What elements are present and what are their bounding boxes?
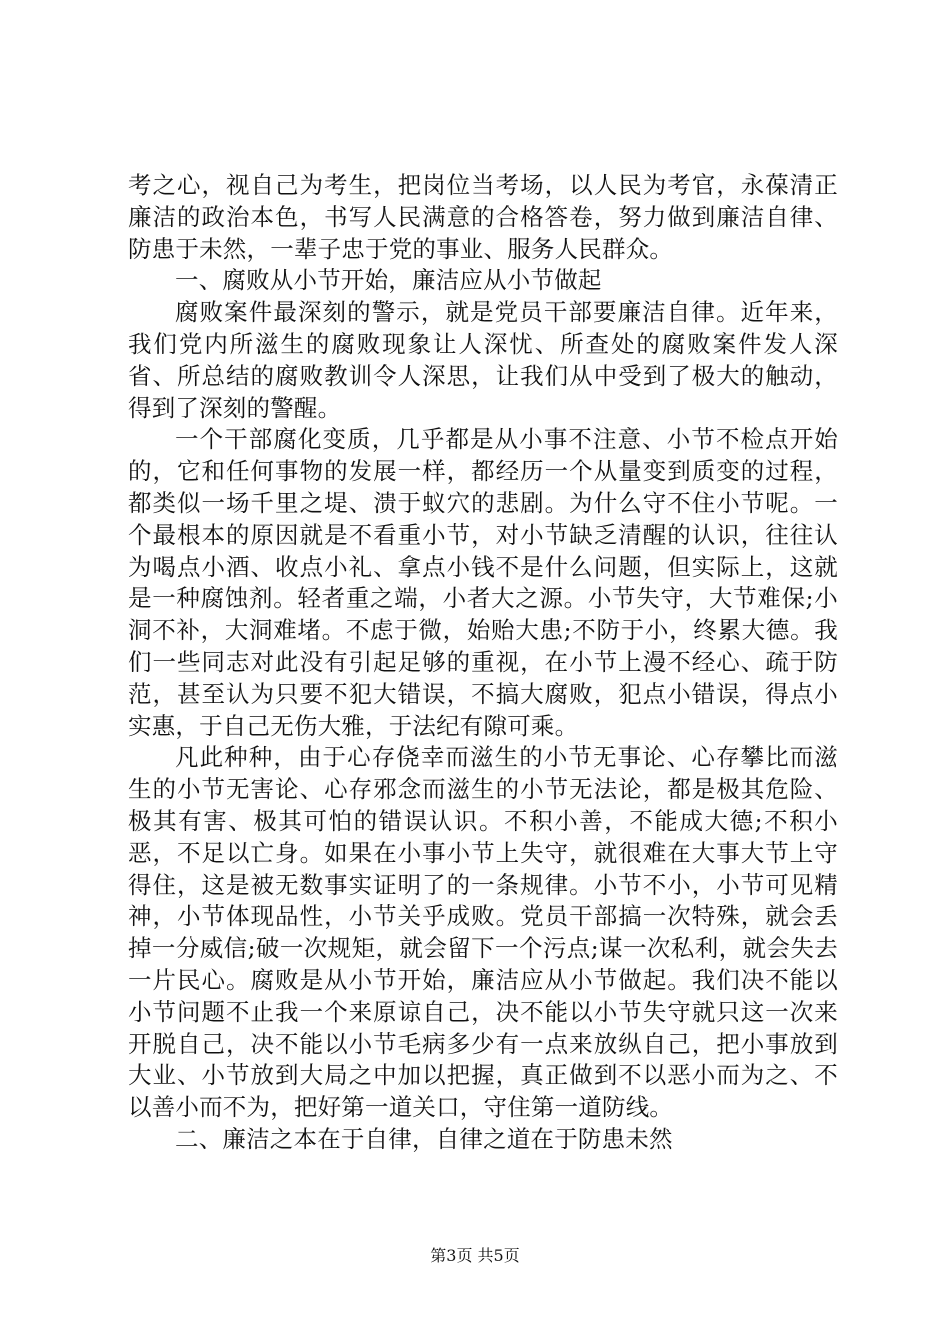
page-number-footer: 第3页 共5页 xyxy=(430,1246,520,1265)
paragraph: 一个干部腐化变质，几乎都是从小事不注意、小节不检点开始的，它和任何事物的发展一样，都经历一个从量变到质变的过程，都类似一场千里之堤、溃于蚁穴的悲剧。为什么守不住小节呢。一个最根本的原因就是不看重小节，对小节缺乏清醒的认识，往往认为喝点小酒、收点小礼、拿点小钱不是什么问题，但实际上，这就是一种腐蚀剂。轻者重之端，小者大之源。小节失守，大节难保;小洞不补，大洞难堵。不虑于微，始贻大患;不防于小，终累大德。我们一些同志对此没有引起足够的重视，在小节上漫不经心、疏于防范，甚至认为只要不犯大错误，不搞大腐败，犯点小错误，得点小实惠，于自己无伤大雅，于法纪有隙可乘。 xyxy=(128,425,838,740)
paragraph: 凡此种种，由于心存侥幸而滋生的小节无事论、心存攀比而滋生的小节无害论、心存邪念而滋生的小节无法论，都是极其危险、极其有害、极其可怕的错误认识。不积小善，不能成大德;不积小恶，不足以亡身。如果在小事小节上失守，就很难在大事大节上守得住，这是被无数事实证明了的一条规律。小节不小，小节可见精神，小节体现品性，小节关乎成败。党员干部搞一次特殊，就会丢掉一分威信;破一次规矩，就会留下一个污点;谋一次私利，就会失去一片民心。腐败是从小节开始，廉洁应从小节做起。我们决不能以小节问题不止我一个来原谅自己，决不能以小节失守就只这一次来开脱自己，决不能以小节毛病多少有一点来放纵自己，把小事放到大业、小节放到大局之中加以把握，真正做到不以恶小而为之、不以善小而不为，把好第一道关口，守住第一道防线。 xyxy=(128,743,838,1122)
section-heading-2: 二、廉洁之本在于自律，自律之道在于防患未然 xyxy=(175,1124,673,1153)
paragraph: 腐败案件最深刻的警示，就是党员干部要廉洁自律。近年来，我们党内所滋生的腐败现象让人深忧、所查处的腐败案件发人深省、所总结的腐败教训令人深思，让我们从中受到了极大的触动，得到了深刻的警醒。 xyxy=(128,298,838,422)
section-heading-1: 一、腐败从小节开始，廉洁应从小节做起 xyxy=(175,266,602,295)
document-body xyxy=(128,170,838,1156)
paragraph-continuation: 考之心，视自己为考生，把岗位当考场，以人民为考官，永葆清正廉洁的政治本色，书写人民满意的合格答卷，努力做到廉洁自律、防患于未然，一辈子忠于党的事业、服务人民群众。 xyxy=(128,171,838,263)
